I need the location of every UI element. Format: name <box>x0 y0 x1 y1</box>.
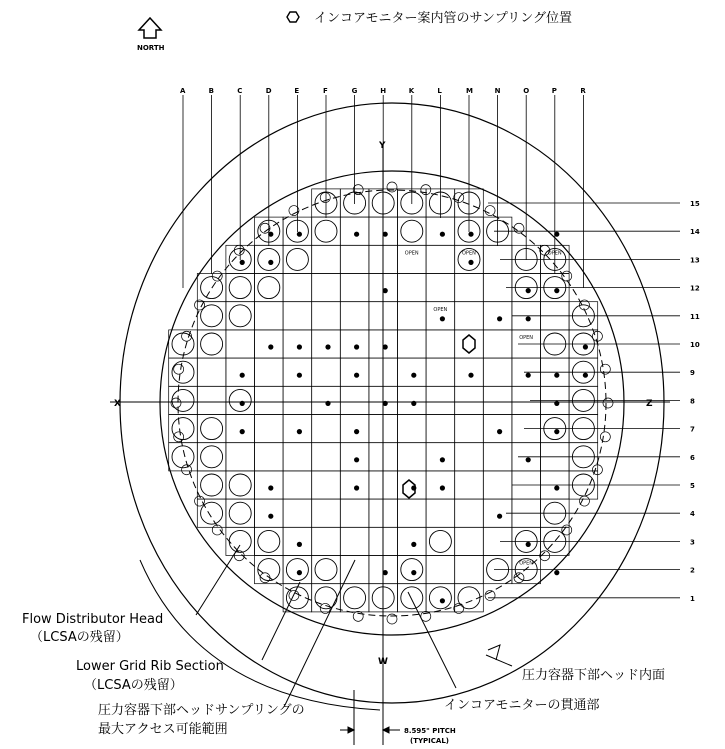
column-label: A <box>180 87 186 95</box>
column-label: B <box>208 87 214 95</box>
diagram-title: インコアモニター案内管のサンプリング位置 <box>314 11 573 26</box>
grid-cell <box>312 245 341 273</box>
sample-dot <box>268 514 273 519</box>
assembly-circle <box>286 559 308 581</box>
sample-dot <box>526 457 531 462</box>
column-label: L <box>437 87 442 95</box>
grid-cell <box>398 584 427 612</box>
grid-cell <box>340 358 369 386</box>
grid-cell <box>283 443 312 471</box>
assembly-circle <box>344 587 366 609</box>
sample-dot <box>497 514 502 519</box>
sample-dot <box>554 288 559 293</box>
north-arrow-icon <box>139 18 161 38</box>
grid-cell <box>455 302 484 330</box>
grid-cell <box>226 499 255 527</box>
grid-cell <box>283 527 312 555</box>
access-range-label: 圧力容器下部ヘッドサンプリングの <box>98 703 305 718</box>
row-label: 13 <box>690 256 700 265</box>
sample-dot <box>526 316 531 321</box>
grid-cell <box>426 443 455 471</box>
axis-z-label: Z <box>646 399 653 409</box>
sample-dot <box>440 598 445 603</box>
grid-cell <box>255 415 284 443</box>
row-label: 8 <box>690 397 695 406</box>
assembly-circle <box>458 587 480 609</box>
row-label: 3 <box>690 538 695 547</box>
assembly-circle <box>429 530 451 552</box>
sample-dot <box>297 373 302 378</box>
grid-cell <box>255 245 284 273</box>
open-label: OPEN <box>547 250 562 257</box>
grid-cell <box>340 527 369 555</box>
assembly-circle <box>229 277 251 299</box>
flow-distributor-label: Flow Distributor Head <box>22 612 164 627</box>
grid-cell <box>340 386 369 414</box>
assembly-circle <box>401 587 423 609</box>
grid-cell <box>197 415 226 443</box>
grid-cell <box>398 330 427 358</box>
sample-dot <box>497 429 502 434</box>
row-label: 2 <box>690 566 695 575</box>
column-label: R <box>580 87 586 95</box>
grid-cell <box>283 499 312 527</box>
open-label: OPEN <box>519 560 534 567</box>
grid-cell <box>426 415 455 443</box>
grid-cell <box>283 415 312 443</box>
column-label: D <box>265 87 272 95</box>
assembly-circle <box>172 418 194 440</box>
grid-cell <box>483 358 512 386</box>
assembly-circle <box>315 559 337 581</box>
periphery-circle <box>600 364 610 374</box>
column-label: G <box>351 87 358 95</box>
periphery-circle <box>174 364 184 374</box>
sample-dot <box>554 373 559 378</box>
grid-cell <box>340 274 369 302</box>
assembly-circle <box>315 220 337 242</box>
sample-dot <box>554 429 559 434</box>
sample-dot <box>268 260 273 265</box>
grid-cell <box>312 471 341 499</box>
grid-cell <box>483 443 512 471</box>
sample-dot <box>268 232 273 237</box>
grid-cell <box>312 386 341 414</box>
column-label: O <box>523 87 530 95</box>
grid-cell <box>398 386 427 414</box>
assembly-circle <box>229 502 251 524</box>
row-label: 4 <box>690 510 695 519</box>
grid-cell <box>455 527 484 555</box>
grid-cell <box>255 443 284 471</box>
grid-cell <box>226 471 255 499</box>
sample-dot <box>354 373 359 378</box>
grid-cell <box>398 443 427 471</box>
sample-dot <box>554 232 559 237</box>
flow-distributor-sub: （LCSAの残留） <box>30 630 129 645</box>
grid-cell <box>283 274 312 302</box>
grid-cell <box>197 386 226 414</box>
sample-dot <box>325 344 330 349</box>
sample-dot <box>354 485 359 490</box>
periphery-circle <box>600 432 610 442</box>
row-label: 5 <box>690 482 695 490</box>
grid-cell <box>455 415 484 443</box>
pitch-label: 8.595" PITCH <box>404 727 456 735</box>
grid-cell <box>255 471 284 499</box>
assembly-circle <box>258 248 280 270</box>
sample-dot <box>297 344 302 349</box>
grid-cell <box>455 556 484 584</box>
grid-cell <box>398 415 427 443</box>
axis-x-label: X <box>114 399 121 409</box>
grid-cell <box>255 499 284 527</box>
assembly-circle <box>201 418 223 440</box>
grid-cell <box>455 274 484 302</box>
pitch-dimension <box>340 690 400 745</box>
assembly-circle <box>201 446 223 468</box>
sample-dot <box>526 373 531 378</box>
column-label: M <box>466 87 473 95</box>
sample-dot <box>268 344 273 349</box>
assembly-circle <box>229 474 251 496</box>
hexagon-icon <box>287 12 299 22</box>
axis-w-label: W <box>378 657 388 667</box>
grid-cell <box>283 358 312 386</box>
grid-cell <box>226 443 255 471</box>
grid-cell <box>455 499 484 527</box>
row-label: 10 <box>690 341 700 349</box>
assembly-circle <box>258 530 280 552</box>
sample-dot <box>297 232 302 237</box>
periphery-circle <box>603 398 613 408</box>
sample-dot <box>440 485 445 490</box>
assembly-circle <box>172 446 194 468</box>
assembly-circle <box>401 559 423 581</box>
periphery-circle <box>182 331 192 341</box>
grid-cell <box>455 386 484 414</box>
sample-dot <box>468 373 473 378</box>
grid-cell <box>426 499 455 527</box>
inner-surface-label: 圧力容器下部ヘッド内面 <box>522 668 666 683</box>
assembly-circle <box>229 305 251 327</box>
axis-y-label: Y <box>379 141 386 151</box>
grid-cell <box>426 471 455 499</box>
grid-cell <box>226 358 255 386</box>
lower-grid-label: Lower Grid Rib Section <box>76 659 224 674</box>
grid-cell <box>312 443 341 471</box>
row-label: 15 <box>690 200 700 208</box>
grid-cell <box>283 386 312 414</box>
sample-dot <box>411 373 416 378</box>
grid-cell <box>226 527 255 555</box>
sample-dot <box>440 232 445 237</box>
sample-dot <box>583 344 588 349</box>
sample-dot <box>526 288 531 293</box>
sample-dot <box>240 429 245 434</box>
grid-cell <box>426 274 455 302</box>
sample-dot <box>354 344 359 349</box>
assembly-circle <box>286 248 308 270</box>
grid-cell <box>398 217 427 245</box>
sample-dot <box>411 542 416 547</box>
grid-cell <box>340 499 369 527</box>
assembly-circle <box>258 277 280 299</box>
periphery-circle <box>579 496 589 506</box>
grid-cell <box>312 556 341 584</box>
grid-cell <box>312 274 341 302</box>
grid-cell <box>340 217 369 245</box>
grid-cell <box>255 358 284 386</box>
grid-cell <box>283 556 312 584</box>
grid-cell <box>483 330 512 358</box>
assembly-circle <box>429 587 451 609</box>
assembly-circle <box>172 333 194 355</box>
assembly-circle <box>229 530 251 552</box>
grid-cell <box>340 584 369 612</box>
row-label: 1 <box>690 594 695 603</box>
sample-dot <box>583 373 588 378</box>
sample-dot <box>526 542 531 547</box>
sample-dot <box>240 373 245 378</box>
grid-cell <box>312 330 341 358</box>
grid-cell <box>312 499 341 527</box>
column-label: K <box>408 87 415 95</box>
grid-cell <box>340 245 369 273</box>
periphery-circle <box>485 206 495 216</box>
grid-cell <box>255 330 284 358</box>
column-label: H <box>380 87 387 95</box>
row-label: 6 <box>690 453 695 462</box>
grid-cell <box>226 386 255 414</box>
grid-cell <box>226 302 255 330</box>
legend <box>287 10 572 26</box>
grid-cell <box>283 471 312 499</box>
sample-dot <box>554 570 559 575</box>
pitch-sub-label: (TYPICAL) <box>410 737 449 745</box>
grid-cell <box>455 471 484 499</box>
sample-dot <box>497 316 502 321</box>
open-label: OPEN <box>462 250 476 257</box>
assembly-circle <box>401 220 423 242</box>
grid-cell <box>426 217 455 245</box>
grid-cell <box>426 358 455 386</box>
grid-cell <box>340 302 369 330</box>
grid-cell <box>455 358 484 386</box>
row-label: 12 <box>690 284 700 293</box>
periphery-circle <box>182 465 192 475</box>
grid-cell <box>197 330 226 358</box>
assembly-circle <box>201 502 223 524</box>
grid-cell <box>398 556 427 584</box>
grid-cell <box>255 274 284 302</box>
sample-dot <box>440 316 445 321</box>
grid-cell <box>398 358 427 386</box>
grid-cell <box>398 527 427 555</box>
sample-dot <box>268 485 273 490</box>
row-label: 7 <box>690 425 695 434</box>
sample-dot <box>297 570 302 575</box>
column-label: P <box>551 87 557 95</box>
assembly-circle <box>201 474 223 496</box>
assembly-circle <box>201 305 223 327</box>
penetration-label: インコアモニターの貫通部 <box>444 698 600 713</box>
grid-cell <box>312 358 341 386</box>
vessel-outline <box>120 103 664 710</box>
sample-dot <box>354 457 359 462</box>
grid-cell <box>283 302 312 330</box>
sample-dot <box>240 260 245 265</box>
row-label: 11 <box>690 312 700 321</box>
grid-cell <box>312 527 341 555</box>
grid-cell <box>340 556 369 584</box>
grid-cell <box>197 358 226 386</box>
grid-cell <box>226 274 255 302</box>
sample-dot <box>554 485 559 490</box>
grid-cell <box>312 217 341 245</box>
grid-cell <box>169 330 198 358</box>
grid-cell <box>283 330 312 358</box>
grid-cell <box>483 386 512 414</box>
open-label: OPEN <box>433 306 448 313</box>
fuel-assemblies <box>171 182 613 624</box>
periphery-circle <box>514 223 524 233</box>
grid-cell <box>340 443 369 471</box>
lower-grid-sub: （LCSAの残留） <box>84 678 183 693</box>
grid-cell <box>483 302 512 330</box>
grid-cell <box>426 245 455 273</box>
sample-dot <box>297 542 302 547</box>
column-label: E <box>294 87 300 95</box>
grid-cell <box>426 556 455 584</box>
periphery-circle <box>195 496 205 506</box>
leader-lines <box>196 545 512 705</box>
grid-cell <box>426 386 455 414</box>
sample-dot <box>440 457 445 462</box>
grid-cell <box>197 471 226 499</box>
grid-cell <box>483 471 512 499</box>
grid-cell <box>312 415 341 443</box>
grid-cell <box>398 499 427 527</box>
sample-dot <box>354 429 359 434</box>
sample-dot <box>411 570 416 575</box>
grid-cell <box>340 415 369 443</box>
grid-cell <box>483 415 512 443</box>
grid-cell <box>398 274 427 302</box>
grid-cell <box>426 330 455 358</box>
column-label: F <box>323 87 328 95</box>
row-label: 9 <box>690 369 695 378</box>
column-label: C <box>237 87 243 95</box>
grid-cell <box>426 527 455 555</box>
grid-cell <box>169 386 198 414</box>
grid-cell <box>255 302 284 330</box>
grid-cell <box>197 499 226 527</box>
assembly-circle <box>229 389 251 411</box>
assembly-circle <box>201 333 223 355</box>
sample-dot <box>468 260 473 265</box>
grid-cell <box>226 415 255 443</box>
sample-dot <box>354 232 359 237</box>
sample-dot <box>297 429 302 434</box>
grid-cell <box>340 330 369 358</box>
open-label: OPEN <box>404 250 419 257</box>
grid-cell <box>283 245 312 273</box>
sample-dot <box>468 232 473 237</box>
hex-markers <box>403 335 475 498</box>
north-arrow <box>137 18 165 52</box>
grid-cell <box>455 443 484 471</box>
grid-cell <box>197 443 226 471</box>
grid-cell <box>255 527 284 555</box>
north-label: NORTH <box>137 44 165 52</box>
grid-cell <box>312 302 341 330</box>
grid-cell <box>312 584 341 612</box>
access-range-sub: 最大アクセス可能範囲 <box>98 722 228 737</box>
column-label: N <box>494 87 501 95</box>
grid-cell <box>255 386 284 414</box>
grid-cell <box>398 302 427 330</box>
open-label: OPEN <box>519 335 534 341</box>
row-label: 14 <box>690 228 700 237</box>
grid-cell <box>340 471 369 499</box>
grid-cell <box>226 330 255 358</box>
